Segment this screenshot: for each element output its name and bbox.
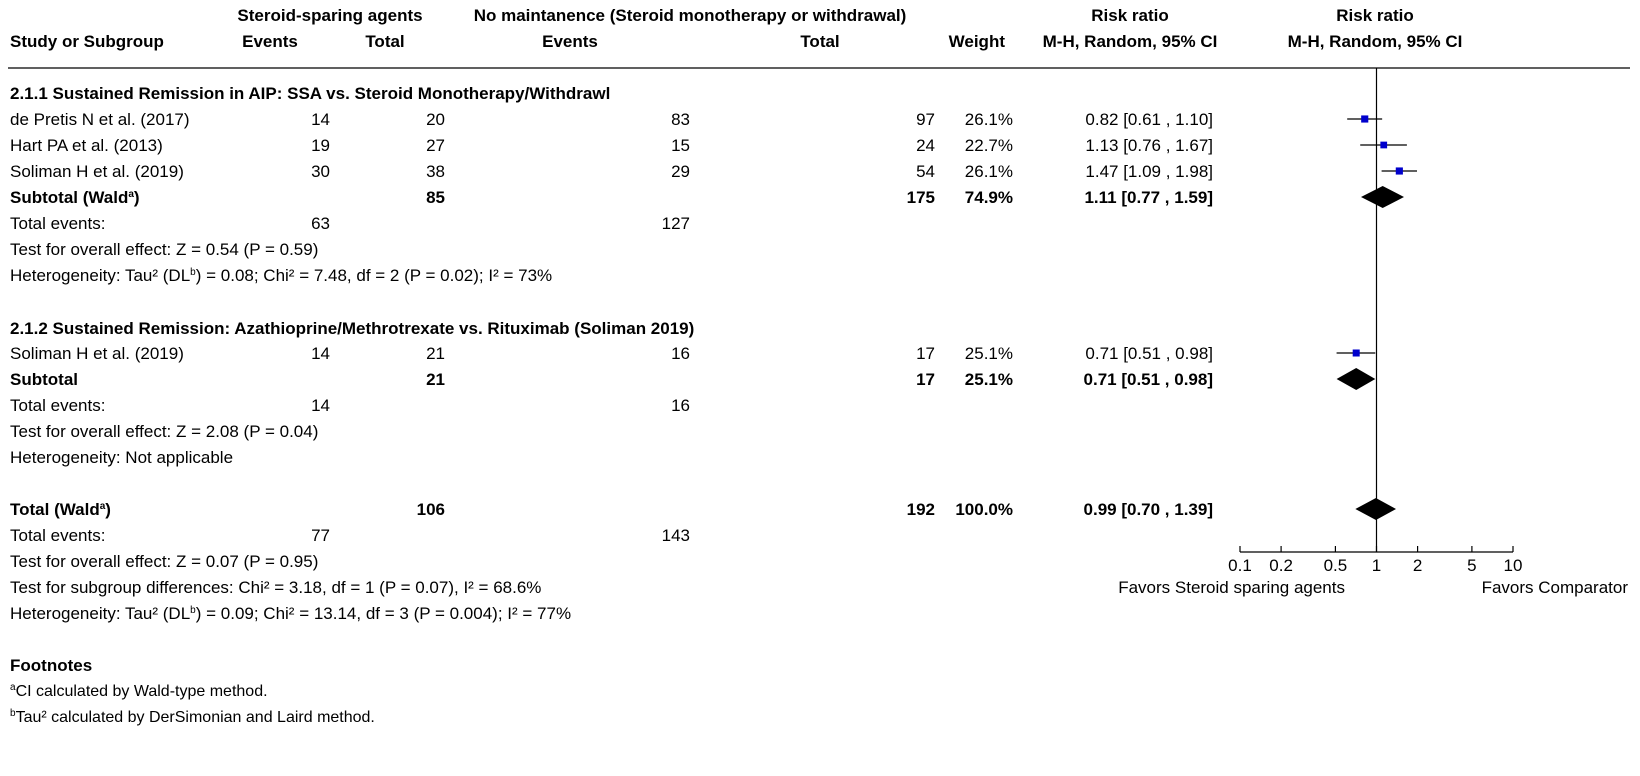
total-header-1: Total — [365, 32, 405, 51]
overall-weight: 100.0% — [955, 500, 1013, 519]
study-marker — [1353, 349, 1360, 356]
study-name: Soliman H et al. (2019) — [10, 162, 184, 181]
footnote-b: $^b$Tau² calculated by DerSimonian and Laird method. — [10, 708, 375, 726]
risk-ratio-ci: 1.13 [0.76 , 1.67] — [1085, 136, 1213, 155]
x-tick-label: 0.2 — [1269, 556, 1293, 575]
study-marker — [1380, 142, 1387, 149]
subtotal-total-2: 175 — [906, 188, 935, 207]
subtotal-label: Subtotal — [10, 370, 78, 389]
total-events-2: 143 — [661, 526, 690, 545]
subtotal-weight: 74.9% — [964, 188, 1013, 207]
rr-header-method: M-H, Random, 95% CI — [1042, 32, 1218, 51]
weight: 22.7% — [964, 136, 1013, 155]
total-header-2: Total — [800, 32, 840, 51]
summary-diamond — [1361, 186, 1404, 208]
events-2: 15 — [671, 136, 690, 155]
total-2: 17 — [916, 344, 935, 363]
subtotal-total-1: 21 — [426, 370, 445, 389]
overall-effect-test: Test for overall effect: Z = 2.08 (P = 0.04) — [10, 422, 319, 441]
overall-total-2: 192 — [906, 500, 935, 519]
group2-title: No maintanence (Steroid monotherapy or withdrawal) — [473, 6, 907, 25]
total-2: 24 — [916, 136, 935, 155]
total-events-2: 16 — [671, 396, 690, 415]
overall-effect-test: Test for overall effect: Z = 0.07 (P = 0.95) — [10, 552, 319, 571]
total-1: 21 — [426, 344, 445, 363]
total-events-1: 77 — [311, 526, 330, 545]
x-tick-label: 1 — [1371, 556, 1382, 575]
footnote-a: $^a$CI calculated by Wald-type method. — [10, 682, 268, 700]
study-marker — [1361, 115, 1368, 122]
events-1: 14 — [311, 110, 330, 129]
total-events-2: 127 — [661, 214, 690, 233]
total-events-1: 14 — [311, 396, 330, 415]
x-tick-label: 5 — [1467, 556, 1477, 575]
section-title: 2.1.2 Sustained Remission: Azathioprine/Methrotrexate vs. Rituximab (Soliman 2019) — [10, 319, 695, 338]
events-header-1: Events — [242, 32, 298, 51]
study-marker — [1396, 167, 1403, 174]
events-header-2: Events — [542, 32, 598, 51]
x-tick-label: 2 — [1412, 556, 1423, 575]
total-label: Total (Wald$^a$) — [10, 500, 111, 519]
events-1: 30 — [311, 162, 330, 181]
footnotes-title: Footnotes — [10, 656, 93, 675]
study-name: de Pretis N et al. (2017) — [10, 110, 190, 129]
subtotal-ci: 0.71 [0.51 , 0.98] — [1083, 370, 1213, 389]
weight-header: Weight — [948, 32, 1005, 51]
total-2: 97 — [916, 110, 935, 129]
weight: 26.1% — [964, 110, 1013, 129]
subtotal-label: Subtotal (Wald$^a$) — [10, 188, 140, 207]
rr-header-title: Risk ratio — [1091, 6, 1169, 25]
risk-ratio-ci: 1.47 [1.09 , 1.98] — [1085, 162, 1213, 181]
total-events-label: Total events: — [10, 396, 106, 415]
summary-diamond — [1337, 368, 1376, 390]
subtotal-weight: 25.1% — [964, 370, 1013, 389]
x-tick-label: 10 — [1503, 556, 1523, 575]
weight: 25.1% — [964, 344, 1013, 363]
heterogeneity-text: Heterogeneity: Not applicable — [10, 448, 234, 467]
total-2: 54 — [916, 162, 935, 181]
plot-header-title: Risk ratio — [1336, 6, 1414, 25]
total-events-label: Total events: — [10, 214, 106, 233]
section-title: 2.1.1 Sustained Remission in AIP: SSA vs. Steroid Monotherapy/Withdrawl — [10, 84, 611, 103]
subtotal-total-2: 17 — [916, 370, 935, 389]
total-events-1: 63 — [311, 214, 330, 233]
risk-ratio-ci: 0.82 [0.61 , 1.10] — [1085, 110, 1213, 129]
total-1: 20 — [426, 110, 445, 129]
events-1: 14 — [311, 344, 330, 363]
overall-effect-test: Test for overall effect: Z = 0.54 (P = 0.59) — [10, 240, 319, 259]
total-events-label: Total events: — [10, 526, 106, 545]
overall-total-1: 106 — [416, 500, 445, 519]
study-name: Soliman H et al. (2019) — [10, 344, 184, 363]
x-tick-label: 0.5 — [1323, 556, 1348, 575]
x-tick-label: 0.1 — [1228, 556, 1252, 575]
study-column-header: Study or Subgroup — [10, 32, 164, 51]
group1-title: Steroid-sparing agents — [237, 6, 423, 25]
total-1: 27 — [426, 136, 445, 155]
events-1: 19 — [311, 136, 330, 155]
total-1: 38 — [426, 162, 445, 181]
subtotal-total-1: 85 — [426, 188, 445, 207]
favors-left-label: Favors Steroid sparing agents — [1118, 578, 1345, 597]
plot-header-method: M-H, Random, 95% CI — [1287, 32, 1463, 51]
risk-ratio-ci: 0.71 [0.51 , 0.98] — [1085, 344, 1213, 363]
subtotal-ci: 1.11 [0.77 , 1.59] — [1084, 188, 1213, 207]
study-name: Hart PA et al. (2013) — [10, 136, 163, 155]
summary-diamond — [1355, 498, 1396, 520]
heterogeneity-text: Heterogeneity: Tau² $(DL^b) = 0.09$; Chi² = 13.14, df = 3 (P = 0.004); I² = 77% — [10, 604, 572, 623]
events-2: 83 — [671, 110, 690, 129]
overall-ci: 0.99 [0.70 , 1.39] — [1083, 500, 1213, 519]
favors-right-label: Favors Comparator — [1481, 578, 1628, 597]
events-2: 16 — [671, 344, 690, 363]
events-2: 29 — [671, 162, 690, 181]
subgroup-differences-test: Test for subgroup differences: Chi² = 3.18, df = 1 (P = 0.07), I² = 68.6% — [10, 578, 542, 597]
heterogeneity-text: Heterogeneity: Tau² $(DL^b) = 0.08$; Chi² = 7.48, df = 2 (P = 0.02); I² = 73% — [10, 266, 553, 285]
weight: 26.1% — [964, 162, 1013, 181]
